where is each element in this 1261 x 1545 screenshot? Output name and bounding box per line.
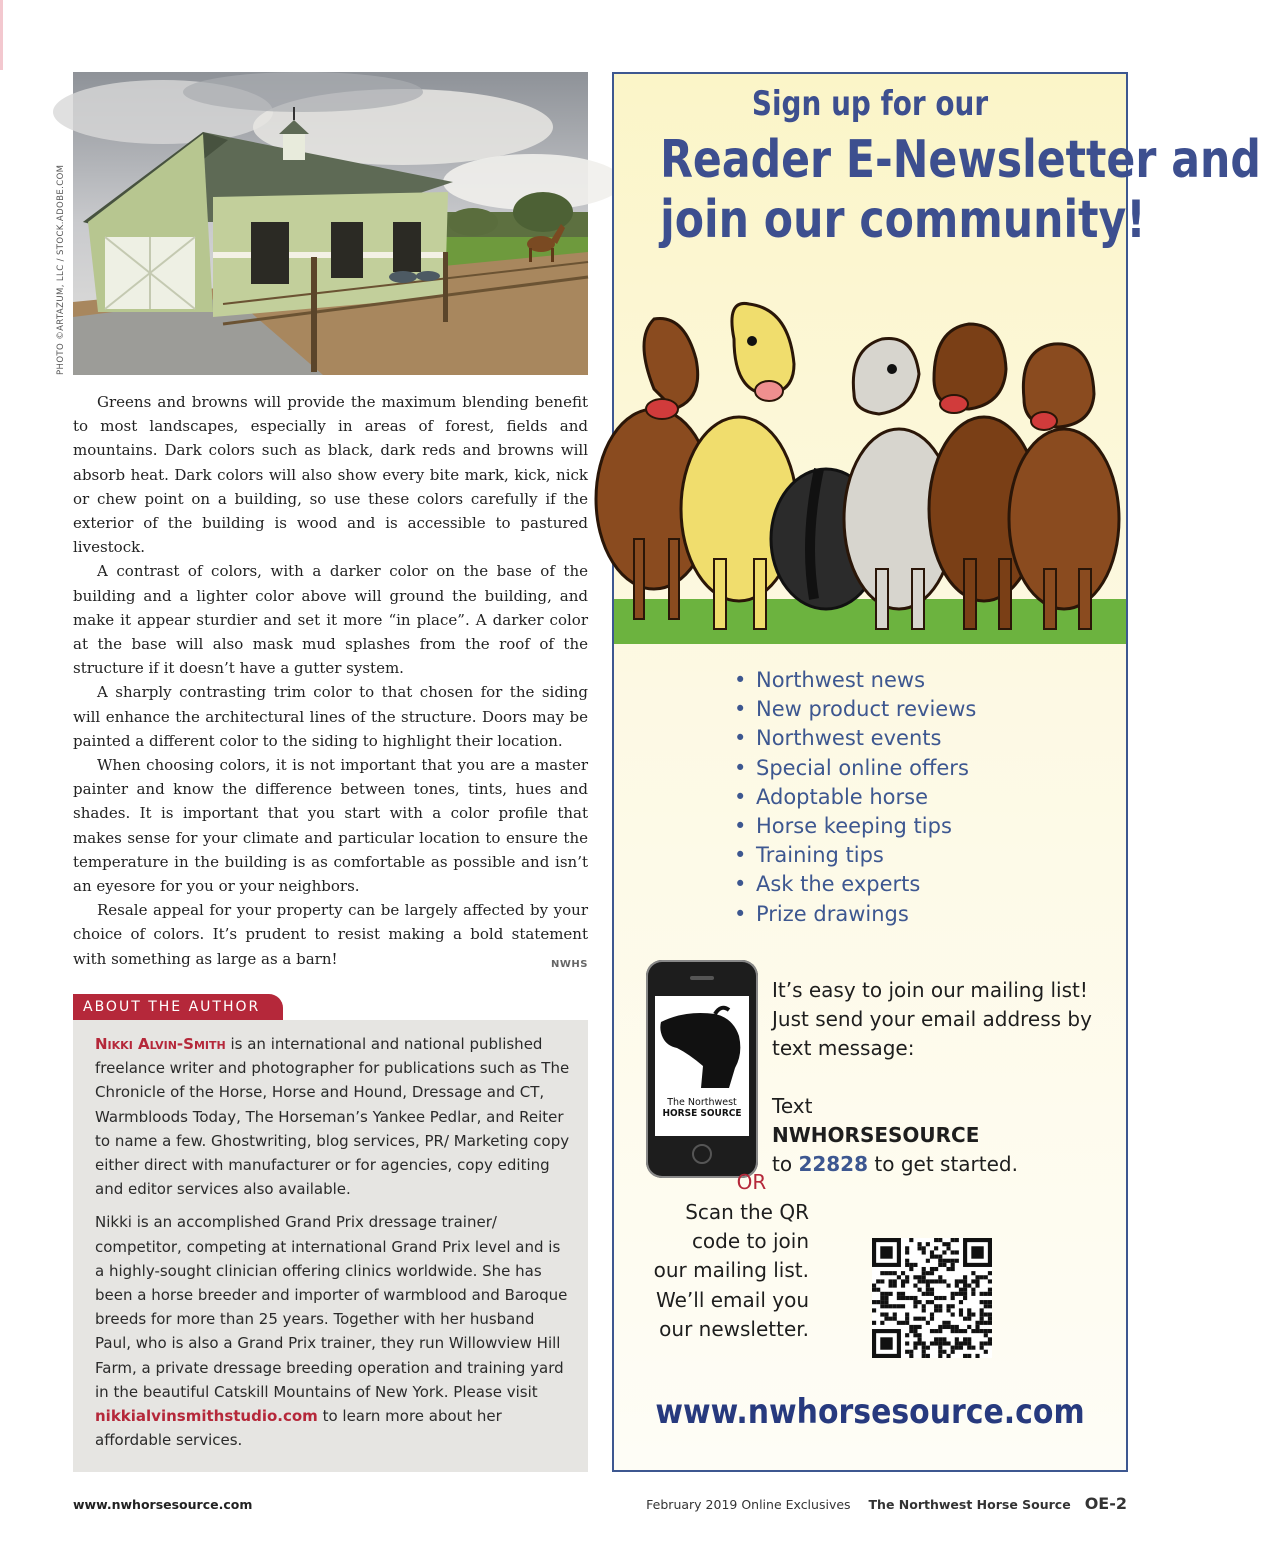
smartphone-illustration: [646, 960, 758, 1178]
horse-head-logo-icon: [655, 996, 749, 1096]
author-bio-text: to learn more about her affordable services.: [95, 1407, 502, 1450]
article-paragraph: Greens and browns will provide the maximum blending benefit to most landscapes, especially in areas of forest, fields and mountains. Dark colors such as black, dark reds and browns will absorb heat. Dark colors will also show every bite mark, kick, nick or chew point on a building, so use these colors carefully if the exterior of the building is wood and is accessible to pastured livestock.: [73, 393, 588, 557]
join-instructions: It’s easy to join our mailing list! Just send your email address by text message:: [772, 978, 1092, 1061]
article-last-text: Resale appeal for your property can be largely affected by your choice of colors. It’s prudent to resist making a bold statement with something as large as a barn!: [73, 901, 588, 968]
footer-issue: February 2019 Online Exclusives: [646, 1497, 851, 1512]
photo-credit: PHOTO ©ARTAZUM, LLC / STOCK.ADOBE.COM: [56, 164, 66, 375]
website-url-link[interactable]: www.nwhorsesource.com: [655, 1392, 1085, 1432]
qr-code-icon[interactable]: [872, 1238, 992, 1358]
author-bio: [95, 1032, 573, 1452]
scan-line: our mailing list.: [653, 1258, 809, 1283]
ad-headline-2: Reader E-Newsletter and: [660, 130, 1261, 190]
text-label: Text: [772, 1094, 813, 1118]
footer-info: [646, 1494, 1127, 1513]
logo-text-line2: HORSE SOURCE: [662, 1108, 742, 1119]
article-paragraph: A sharply contrasting trim color to that chosen for the siding will enhance the architectural lines of the structure. Doors may be painted a different color to the siding to highlight their location.: [73, 683, 588, 750]
page-edge-mark: [0, 0, 3, 70]
phone-speaker: [690, 976, 714, 980]
logo-text-line1: The Northwest: [667, 1097, 737, 1108]
or-label: OR: [736, 1170, 767, 1194]
scan-line: We’ll email you: [656, 1287, 809, 1312]
cartoon-horses-illustration: [614, 299, 1126, 644]
article-paragraph: [73, 898, 588, 971]
phone-home-button: [692, 1144, 712, 1164]
author-bio-text: is an international and national published freelance writer and photographer for publications such as The Chronicle of the Horse, Horse and Hound, Dressage and CT, Warmbloods Today, The Horseman’s Yankee Pedlar, and Reiter to name a few. Ghostwriting, blog services, PR/ Marketing copy either direct with manufacturer or for agencies, copy editing and editor services also available.: [95, 1035, 570, 1199]
list-item: • New product reviews: [734, 695, 976, 724]
list-item: • Training tips: [734, 841, 976, 870]
author-name: Nikki Alvin-Smith: [95, 1035, 226, 1053]
scan-line: our newsletter.: [659, 1316, 809, 1341]
author-bio-paragraph: [95, 1032, 573, 1201]
article-signoff: NWHS: [551, 958, 588, 970]
shortcode-number: 22828: [798, 1152, 869, 1177]
get-started-text: to get started.: [868, 1152, 1018, 1177]
author-website-link[interactable]: nikkialvinsmithstudio.com: [95, 1407, 318, 1426]
article-paragraph: When choosing colors, it is not important that you are a master painter and know the difference between tones, tints, hues and shades. It is important that you start with a color profile that makes sense for your climate and particular location to ensure the temperature in the building is as comfortable as possible and isn’t an eyesore for you or your neighbors.: [73, 756, 588, 896]
footer-website[interactable]: www.nwhorsesource.com: [73, 1497, 253, 1512]
barn-photo: [73, 72, 588, 375]
list-item: • Ask the experts: [734, 870, 976, 899]
page-number: OE-2: [1084, 1494, 1127, 1513]
article-paragraph: A contrast of colors, with a darker color on the base of the building and a lighter color above will ground the building, and make it appear sturdier and set it more “in place”. A darker color at the base will also mask mud splashes from the roof of the structure if it doesn’t have a gutter system.: [73, 562, 588, 678]
list-item: • Prize drawings: [734, 900, 976, 929]
scan-instructions: [569, 1198, 809, 1344]
benefits-list: [734, 666, 976, 929]
article-body: [73, 390, 588, 977]
to-word: to: [772, 1152, 799, 1177]
list-item: • Horse keeping tips: [734, 812, 976, 841]
author-bio-paragraph: [95, 1210, 573, 1452]
footer-magazine-name: The Northwest Horse Source: [868, 1497, 1071, 1512]
list-item: • Adoptable horse: [734, 783, 976, 812]
phone-screen: [655, 996, 749, 1136]
author-bio-text: Nikki is an accomplished Grand Prix dressage trainer/ competitor, competing at international Grand Prix level and is a highly-sought clinician offering clinics worldwide. She has been a horse breeder and importer of warmblood and Baroque breeds for more than 25 years. Together with her husband Paul, who is also a Grand Prix trainer, they run Willowview Hill Farm, a private dressage breeding operation and training yard in the beautiful Catskill Mountains of New York. Please visit: [95, 1213, 568, 1401]
ad-headline-1: Sign up for our: [751, 84, 989, 124]
ad-headline-3: join our community!: [660, 190, 1146, 250]
text-keyword: NWHORSESOURCE: [772, 1123, 980, 1148]
author-heading: ABOUT THE AUTHOR: [73, 994, 283, 1020]
scan-line: code to join: [691, 1229, 809, 1254]
list-item: • Special online offers: [734, 754, 976, 783]
list-item: • Northwest events: [734, 724, 976, 753]
list-item: • Northwest news: [734, 666, 976, 695]
scan-line: Scan the QR: [685, 1200, 809, 1224]
newsletter-ad: [612, 72, 1261, 1472]
text-instructions: [772, 1092, 1018, 1180]
